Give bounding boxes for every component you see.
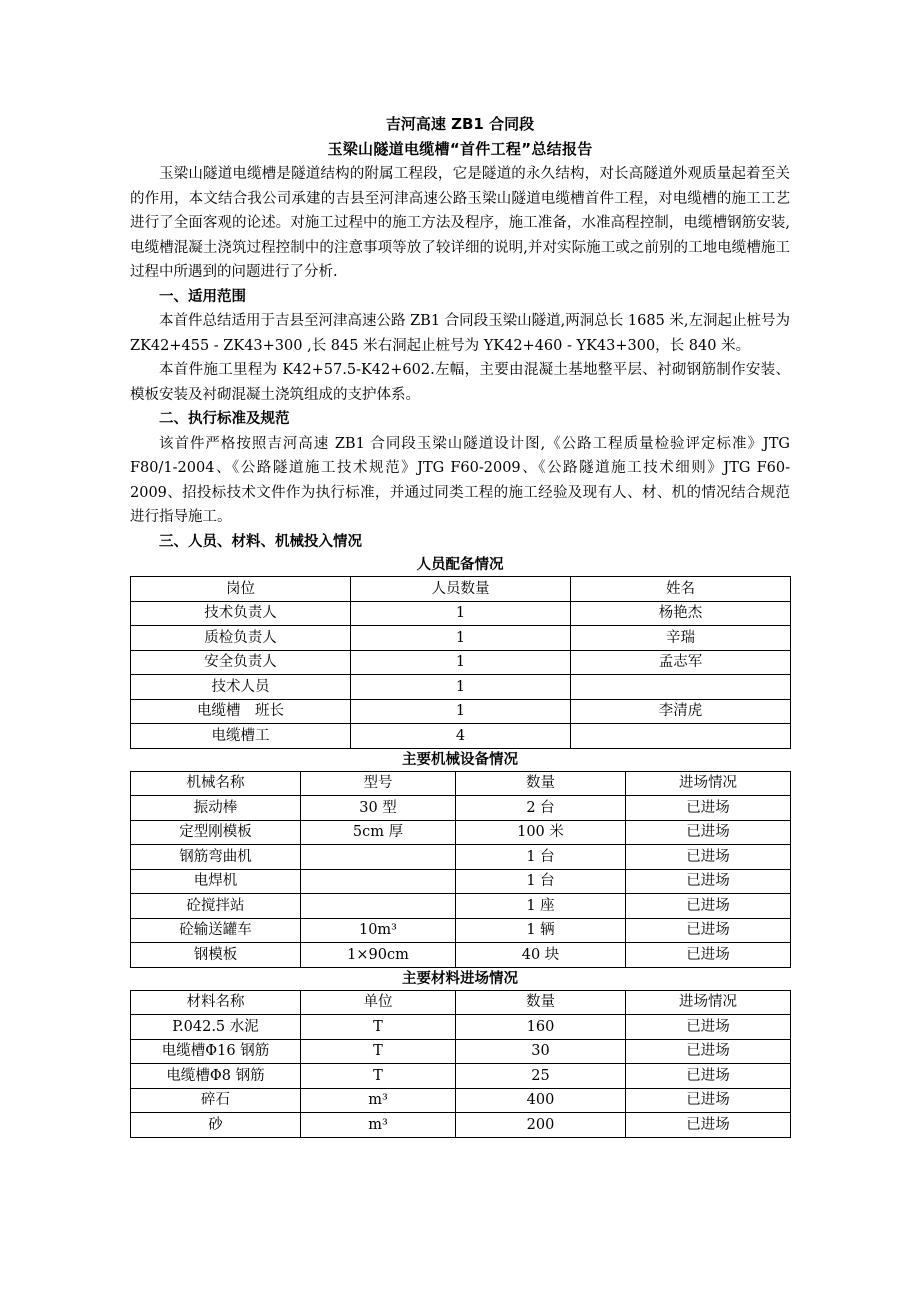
table-cell: 技术人员	[131, 675, 351, 700]
table-cell: 200	[456, 1113, 626, 1138]
table-cell: 振动棒	[131, 796, 301, 821]
table-cell: 5cm 厚	[301, 820, 456, 845]
table-cell: 已进场	[626, 918, 791, 943]
header-cell: 型号	[301, 771, 456, 796]
table-cell: 25	[456, 1064, 626, 1089]
table-cell: m³	[301, 1088, 456, 1113]
table-cell: 技术负责人	[131, 601, 351, 626]
materials-table	[130, 990, 791, 1138]
table-cell: 1	[351, 601, 571, 626]
table-cell: 李清虎	[571, 699, 791, 724]
table-row	[131, 796, 791, 821]
title-line-2: 玉梁山隧道电缆槽“首件工程”总结报告	[327, 140, 593, 158]
table-cell: 10m³	[301, 918, 456, 943]
table-cell: 400	[456, 1088, 626, 1113]
table-cell: P.042.5 水泥	[131, 1015, 301, 1040]
header-cell: 姓名	[571, 577, 791, 602]
table-cell: 1 台	[456, 845, 626, 870]
table-cell: 已进场	[626, 943, 791, 968]
table-cell: 30	[456, 1039, 626, 1064]
header-cell: 人员数量	[351, 577, 571, 602]
table-cell: 砂	[131, 1113, 301, 1138]
section-1-paragraph-2: 本首件施工里程为 K42+57.5-K42+602.左幅，主要由混凝土基地整平层、衬砌钢筋制作安装、模板安装及衬砌混凝土浇筑组成的支护体系。	[130, 362, 790, 403]
table-cell: T	[301, 1064, 456, 1089]
table-cell	[301, 894, 456, 919]
table-cell: 已进场	[626, 1039, 791, 1064]
header-cell: 进场情况	[626, 771, 791, 796]
table-cell: 1×90cm	[301, 943, 456, 968]
table-cell: 已进场	[626, 869, 791, 894]
machinery-table-caption: 主要机械设备情况	[402, 751, 518, 768]
header-row	[131, 577, 791, 602]
table-row	[131, 724, 791, 749]
table-row	[131, 1015, 791, 1040]
table-cell: 电焊机	[131, 869, 301, 894]
table-cell: 1	[351, 626, 571, 651]
table-cell: 已进场	[626, 845, 791, 870]
table-cell: 安全负责人	[131, 650, 351, 675]
table-cell: 1 辆	[456, 918, 626, 943]
table-cell: 砼搅拌站	[131, 894, 301, 919]
table-row	[131, 943, 791, 968]
table-cell: 碎石	[131, 1088, 301, 1113]
materials-table-caption: 主要材料进场情况	[402, 970, 518, 987]
table-cell: 电缆槽Φ16 钢筋	[131, 1039, 301, 1064]
header-cell: 数量	[456, 990, 626, 1015]
table-row	[131, 918, 791, 943]
section-1-paragraph-1: 本首件总结适用于吉县至河津高速公路 ZB1 合同段玉梁山隧道,两洞总长 1685 米,左洞起止桩号为 ZK42+455 - ZK43+300 ,长 845 米右洞起止桩号为 YK42+460 - YK43+300，长 840 米。	[130, 313, 791, 354]
table-cell: 100 米	[456, 820, 626, 845]
table-cell: 辛瑞	[571, 626, 791, 651]
personnel-table-caption: 人员配备情况	[416, 557, 504, 573]
table-cell	[571, 724, 791, 749]
header-cell: 机械名称	[131, 771, 301, 796]
table-cell: 1	[351, 650, 571, 675]
section-2-heading: 二、执行标准及规范	[159, 411, 290, 427]
title-line-1: 吉河高速 ZB1 合同段	[385, 115, 535, 133]
table-cell: 已进场	[626, 1064, 791, 1089]
intro-paragraph: 玉梁山隧道电缆槽是隧道结构的附属工程段，它是隧道的永久结构，对长高隧道外观质量起着至关的作用，本文结合我公司承建的吉县至河津高速公路玉梁山隧道电缆槽首件工程，对电缆槽的施工工艺进行了全面客观的论述。对施工过程中的施工方法及程序，施工准备，水准高程控制，电缆槽钢筋安装,电缆槽混凝土浇筑过程控制中的注意事项等放了较详细的说明,并对实际施工或之前别的工地电缆槽施工过程中所遇到的问题进行了分析.	[130, 166, 790, 280]
table-row	[131, 675, 791, 700]
personnel-table	[130, 576, 791, 749]
table-cell: 160	[456, 1015, 626, 1040]
table-row	[131, 820, 791, 845]
table-cell	[571, 675, 791, 700]
table-cell: 已进场	[626, 894, 791, 919]
header-row	[131, 990, 791, 1015]
table-cell: 钢筋弯曲机	[131, 845, 301, 870]
table-cell: 砼输送罐车	[131, 918, 301, 943]
table-cell: 1 座	[456, 894, 626, 919]
table-cell: 已进场	[626, 820, 791, 845]
table-cell: 电缆槽 班长	[131, 699, 351, 724]
header-cell: 进场情况	[626, 990, 791, 1015]
table-cell: 定型刚模板	[131, 820, 301, 845]
table-row	[131, 869, 791, 894]
table-row	[131, 650, 791, 675]
table-cell: 30 型	[301, 796, 456, 821]
table-row	[131, 601, 791, 626]
table-cell: T	[301, 1039, 456, 1064]
table-row	[131, 894, 791, 919]
table-cell: 质检负责人	[131, 626, 351, 651]
header-cell: 材料名称	[131, 990, 301, 1015]
table-cell: 电缆槽Φ8 钢筋	[131, 1064, 301, 1089]
table-cell: 1 台	[456, 869, 626, 894]
table-cell: 已进场	[626, 796, 791, 821]
table-cell: 钢模板	[131, 943, 301, 968]
table-cell: 杨艳杰	[571, 601, 791, 626]
table-row	[131, 845, 791, 870]
table-cell	[301, 869, 456, 894]
table-row	[131, 1064, 791, 1089]
table-cell: 40 块	[456, 943, 626, 968]
header-row	[131, 771, 791, 796]
header-cell: 单位	[301, 990, 456, 1015]
table-row	[131, 1039, 791, 1064]
table-cell: 电缆槽工	[131, 724, 351, 749]
table-row	[131, 1113, 791, 1138]
document-page	[130, 112, 790, 1138]
table-cell: 1	[351, 699, 571, 724]
table-cell: 已进场	[626, 1113, 791, 1138]
table-cell: 已进场	[626, 1015, 791, 1040]
section-2-paragraph: 该首件严格按照吉河高速 ZB1 合同段玉梁山隧道设计图,《公路工程质量检验评定标准》JTG F80/1-2004、《公路隧道施工技术规范》JTG F60-2009、《公路隧道施工技术细则》JTG F60-2009、招投标技术文件作为执行标准，并通过同类工程的施工经验及现有人、材、机的情况结合规范进行指导施工。	[130, 435, 790, 525]
table-row	[131, 699, 791, 724]
table-cell: T	[301, 1015, 456, 1040]
table-cell: 1	[351, 675, 571, 700]
table-row	[131, 626, 791, 651]
table-cell	[301, 845, 456, 870]
table-row	[131, 1088, 791, 1113]
table-cell: 2 台	[456, 796, 626, 821]
header-cell: 数量	[456, 771, 626, 796]
header-cell: 岗位	[131, 577, 351, 602]
section-3-heading: 三、人员、材料、机械投入情况	[159, 533, 362, 550]
table-cell: 孟志军	[571, 650, 791, 675]
table-cell: 已进场	[626, 1088, 791, 1113]
machinery-table	[130, 771, 791, 968]
table-cell: m³	[301, 1113, 456, 1138]
table-cell: 4	[351, 724, 571, 749]
section-1-heading: 一、适用范围	[159, 288, 246, 305]
